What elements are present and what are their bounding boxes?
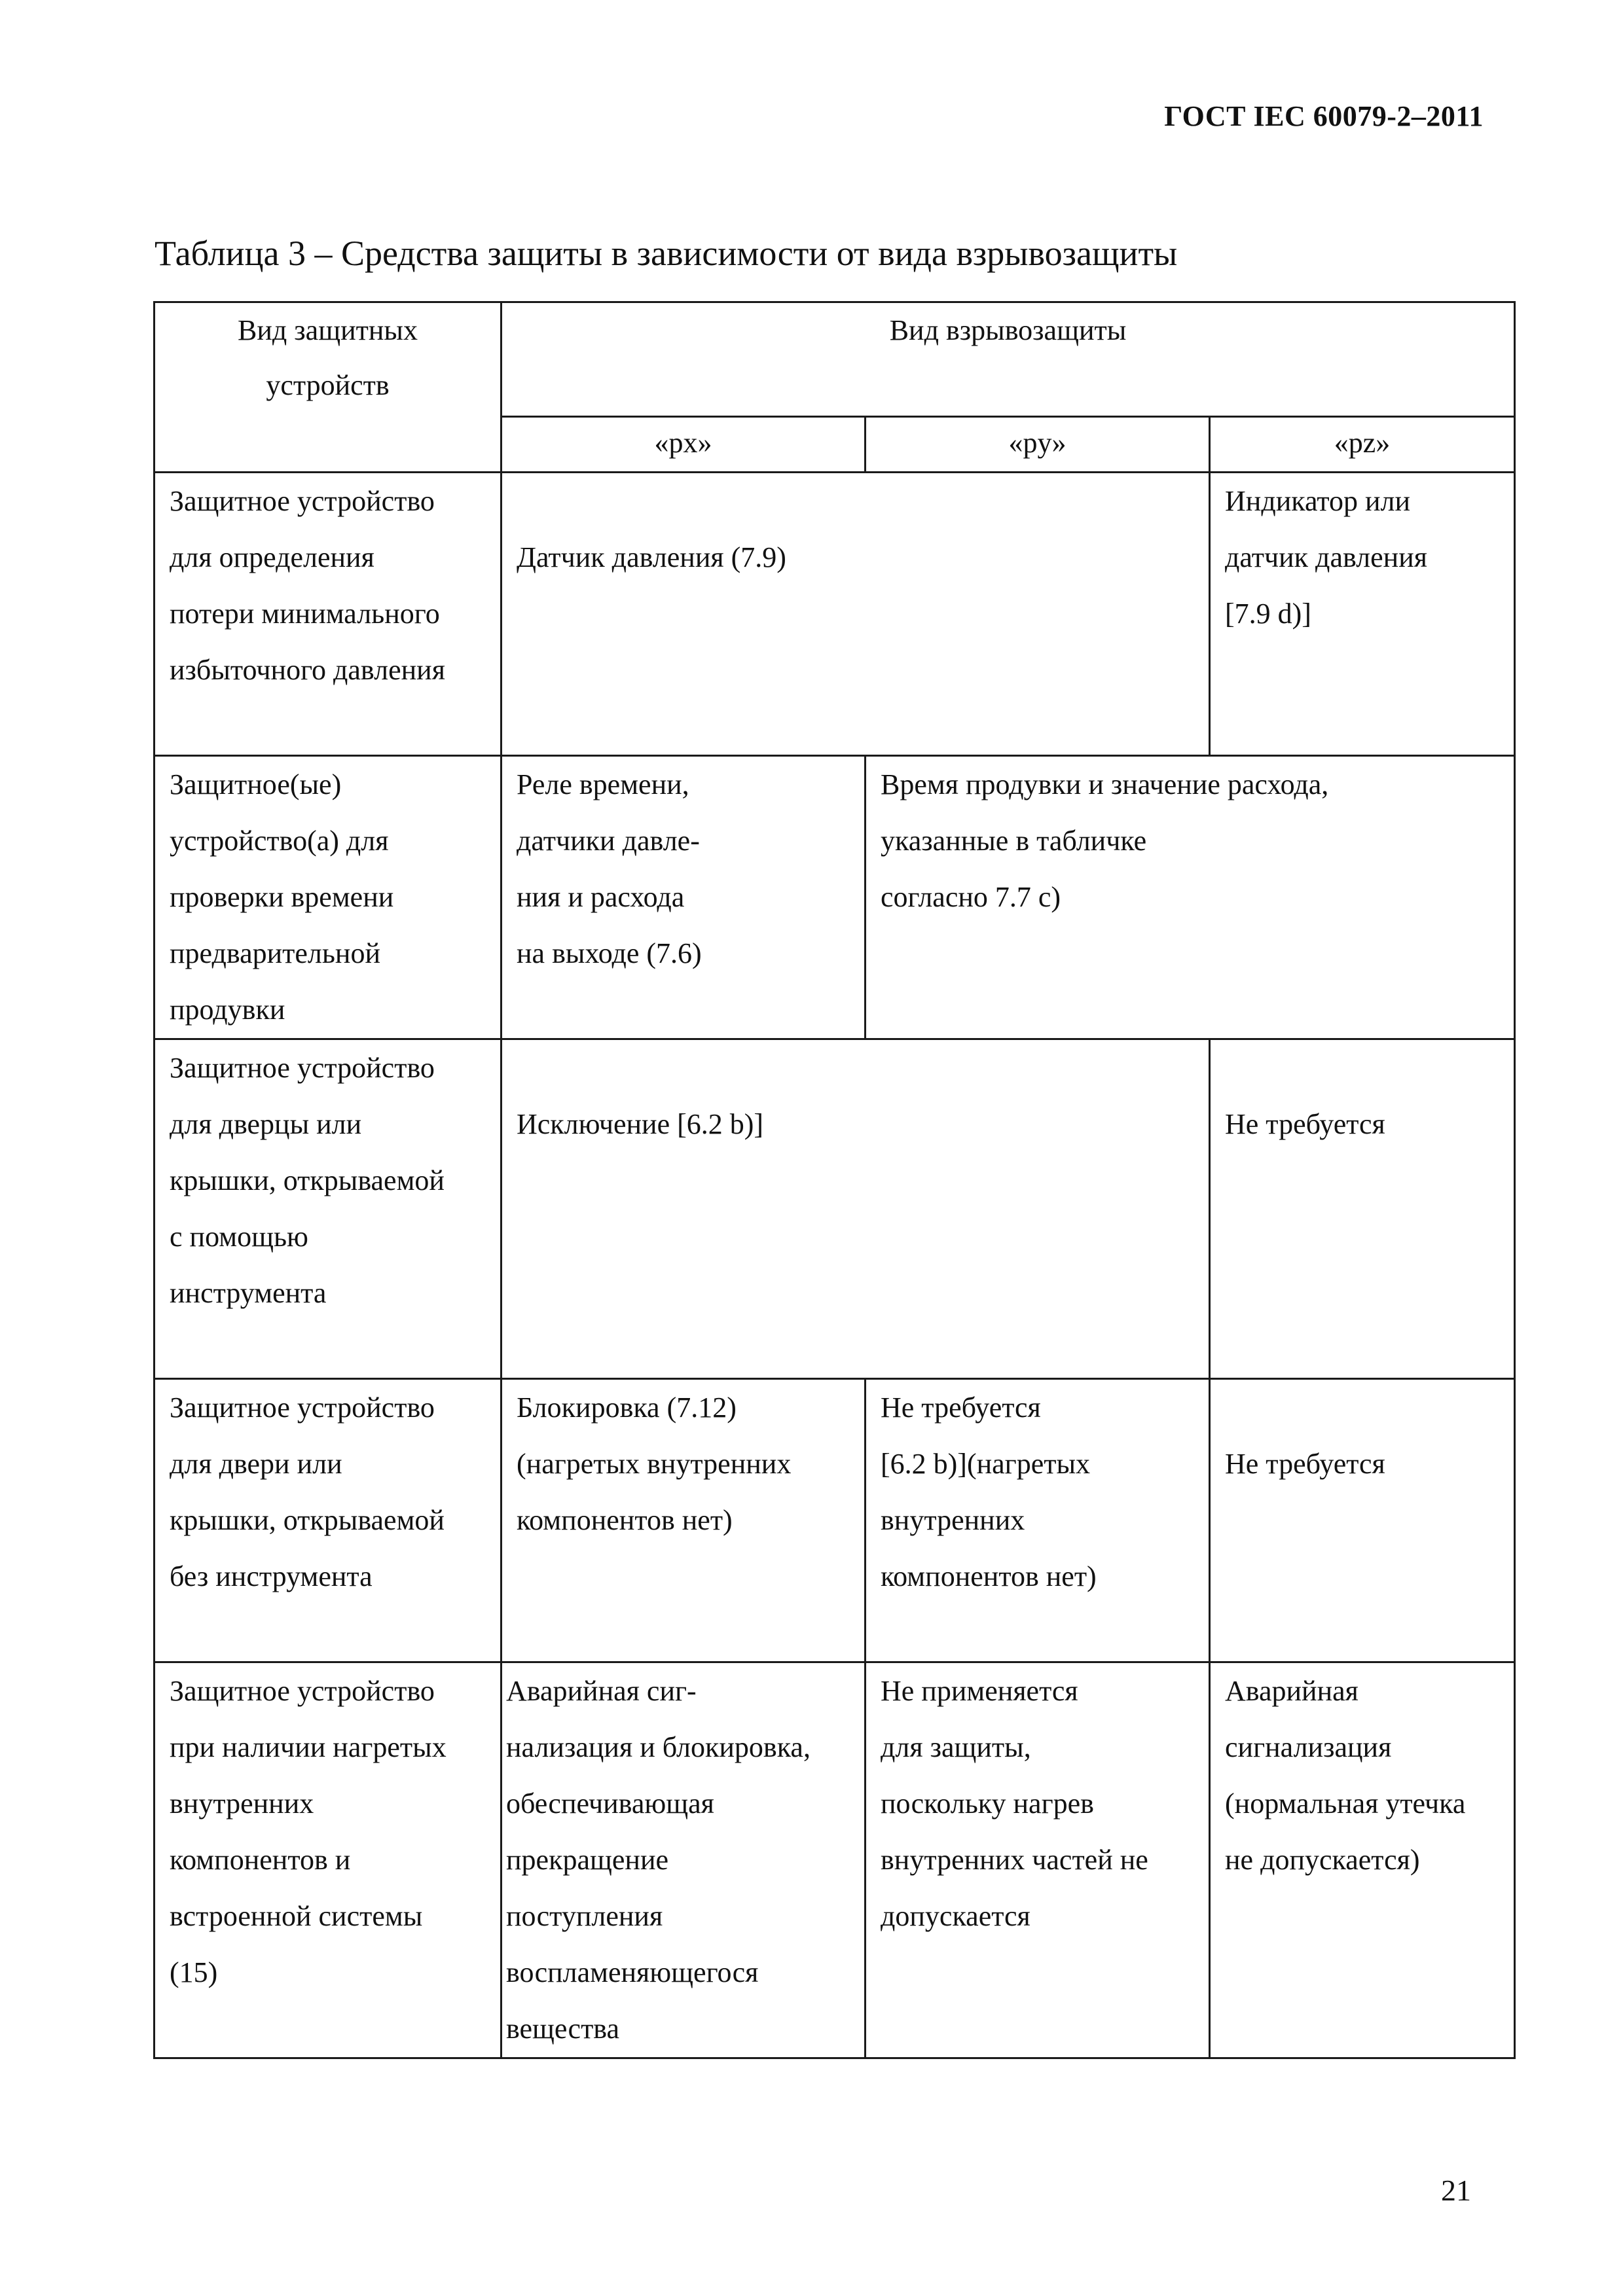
protection-table <box>153 301 1516 2059</box>
row-device-cell: Защитное устройство для определения потери минимального избыточного давления <box>155 473 501 756</box>
cell-px: Блокировка (7.12) (нагретых внутренних компонентов нет) <box>501 1379 866 1662</box>
header-py: «py» <box>866 417 1210 473</box>
header-pz: «pz» <box>1210 417 1515 473</box>
cell-px: Реле времени, датчики давле- ния и расхода на выходе (7.6) <box>501 756 866 1039</box>
table-row <box>155 756 1515 1039</box>
header-device-type: Вид защитных устройств <box>155 302 501 473</box>
table-row <box>155 1379 1515 1662</box>
cell-pz: Не требуется <box>1210 1379 1515 1662</box>
cell-py-pz: Время продувки и значение расхода, указанные в табличке согласно 7.7 c) <box>866 756 1515 1039</box>
table-row <box>155 1662 1515 2058</box>
table-row <box>155 1039 1515 1379</box>
cell-px: Аварийная сиг- нализация и блокировка, обеспечивающая прекращение поступления воспламеняющегося вещества <box>501 1662 866 2058</box>
cell-pz: Не требуется <box>1210 1039 1515 1379</box>
cell-py: Не требуется [6.2 b)](нагретых внутренних компонентов нет) <box>866 1379 1210 1662</box>
page-number: 21 <box>1441 2174 1471 2207</box>
cell-px-py: Датчик давления (7.9) <box>501 473 1210 756</box>
table-caption: Таблица 3 – Средства защиты в зависимости от вида взрывозащиты <box>155 234 1178 273</box>
row-device-cell: Защитное устройство для дверцы или крышки, открываемой с помощью инструмента <box>155 1039 501 1379</box>
row-device-cell: Защитное устройство при наличии нагретых внутренних компонентов и встроенной системы (15) <box>155 1662 501 2058</box>
row-device-cell: Защитное устройство для двери или крышки, открываемой без инструмента <box>155 1379 501 1662</box>
row-device-cell: Защитное(ые) устройство(а) для проверки времени предварительной продувки <box>155 756 501 1039</box>
table-header-row <box>155 302 1515 417</box>
header-protection-type: Вид взрывозащиты <box>501 302 1515 417</box>
cell-pz: Аварийная сигнализация (нормальная утечка не допускается) <box>1210 1662 1515 2058</box>
table-row <box>155 473 1515 756</box>
document-code: ГОСТ IEC 60079-2–2011 <box>1164 100 1484 132</box>
header-px: «px» <box>501 417 866 473</box>
cell-px-py: Исключение [6.2 b)] <box>501 1039 1210 1379</box>
cell-pz: Индикатор или датчик давления [7.9 d)] <box>1210 473 1515 756</box>
cell-py: Не применяется для защиты, поскольку нагрев внутренних частей не допускается <box>866 1662 1210 2058</box>
